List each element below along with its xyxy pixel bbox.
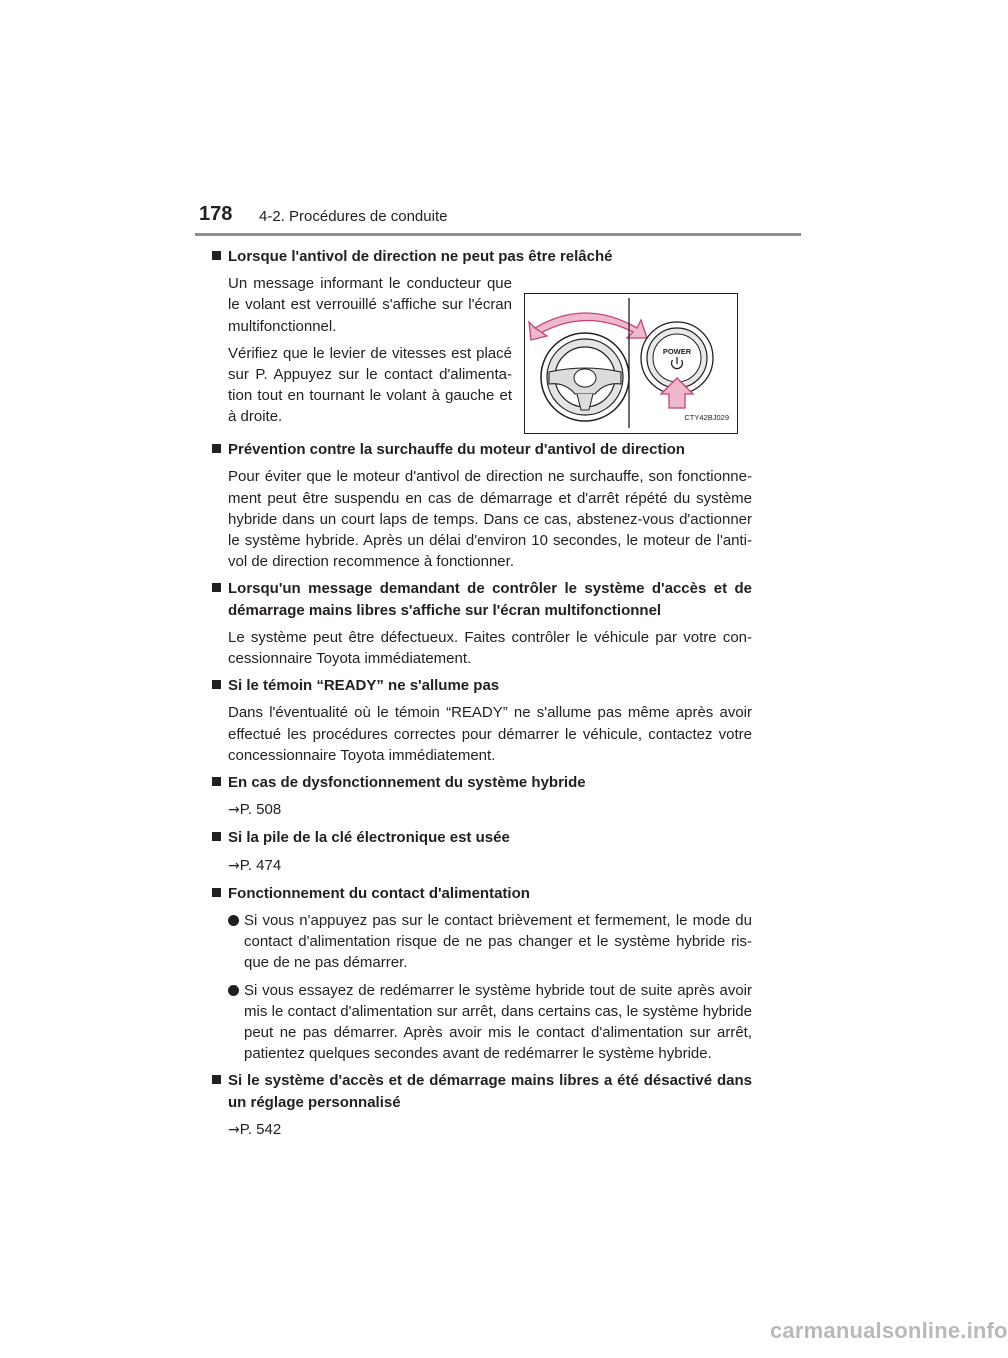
section-heading: Prévention contre la surchauffe du moteur d'antivol de direction xyxy=(212,439,752,460)
paragraph: Pour éviter que le moteur d'antivol de direction ne surchauffe, son fonctionne-ment peut être suspendu en cas de démarrage et d'arrêt répété du système hybride dans un court laps de temps. Dans ce cas, abstenez-vous d'actionner le système hybride. Après un délai d'environ 10 secondes, le moteur de l'anti-vol de direction recommence à fonctionner. xyxy=(228,468,752,571)
section-heading: Lorsque l'antivol de direction ne peut pas être relâché xyxy=(212,246,752,267)
section-heading: Si la pile de la clé électronique est usée xyxy=(212,827,752,848)
square-bullet-icon xyxy=(212,251,221,260)
section-heading: Lorsqu'un message demandant de contrôler le système d'accès et de démarrage mains libres s'affiche sur l'écran multifonctionnel xyxy=(212,578,752,620)
round-bullet-icon xyxy=(228,915,239,926)
page-number: 178 xyxy=(199,203,233,225)
paragraph: Dans l'éventualité où le témoin “READY” ne s'allume pas même après avoir effectué les procédures correctes pour démarrer le véhicule, contactez votre concessionnaire Toyota immédiatement. xyxy=(228,704,752,764)
square-bullet-icon xyxy=(212,777,221,786)
square-bullet-icon xyxy=(212,680,221,689)
paragraph: Vérifiez que le levier de vitesses est placé sur P. Appuyez sur le contact d'alimenta-tion tout en tournant le volant à gauche et à droite. xyxy=(228,344,512,426)
section-ready-light xyxy=(212,675,752,766)
steering-power-figure xyxy=(524,293,738,434)
section-power-switch xyxy=(212,883,752,1065)
header-rule xyxy=(195,233,801,236)
section-hybrid-malfunction xyxy=(212,772,752,821)
svg-text:POWER: POWER xyxy=(662,347,692,357)
page-reference: →P. 542 xyxy=(228,1120,282,1138)
page-header xyxy=(0,0,960,240)
paragraph: Le système peut être défectueux. Faites contrôler le véhicule par votre con-cessionnaire Toyota immédiatement. xyxy=(228,628,752,668)
list-item: Si vous n'appuyez pas sur le contact brièvement et fermement, le mode du contact d'alimentation risque de ne pas changer et le système hybride ris-que de ne pas démarrer. xyxy=(212,910,752,974)
section-smart-system-disabled xyxy=(212,1070,752,1141)
page-reference: →P. 474 xyxy=(228,856,282,874)
square-bullet-icon xyxy=(212,583,221,592)
section-heading: Fonctionnement du contact d'alimentation xyxy=(212,883,752,904)
section-heading: Si le système d'accès et de démarrage mains libres a été désactivé dans un réglage personnalisé xyxy=(212,1070,752,1112)
watermark: carmanualsonline.info xyxy=(770,1318,1008,1343)
section-steering-lock xyxy=(212,246,752,433)
square-bullet-icon xyxy=(212,1075,221,1084)
section-heading: En cas de dysfonctionnement du système hybride xyxy=(212,772,752,793)
arrow-right-icon: → xyxy=(228,802,240,819)
steering-wheel-icon xyxy=(541,333,629,421)
section-motor-overheat xyxy=(212,439,752,572)
figure-code: CTY42BJ029 xyxy=(684,413,729,422)
square-bullet-icon xyxy=(212,888,221,897)
page-reference: →P. 508 xyxy=(228,801,282,819)
paragraph: Un message informant le conducteur que le volant est verrouillé s'affiche sur l'écran multifonctionnel. xyxy=(228,275,512,335)
square-bullet-icon xyxy=(212,832,221,841)
round-bullet-icon xyxy=(228,985,239,996)
page-content xyxy=(212,246,752,1147)
list-item: Si vous essayez de redémarrer le système hybride tout de suite après avoir mis le contact d'alimentation sur arrêt, dans certains cas, le système hybride peut ne pas démarrer. Après avoir mis le contact d'alimentation sur arrêt, patientez quelques secondes avant de redémarrer le système hybride. xyxy=(212,980,752,1065)
arrow-right-icon: → xyxy=(228,1121,240,1138)
square-bullet-icon xyxy=(212,444,221,453)
section-title: 4-2. Procédures de conduite xyxy=(259,208,448,225)
arrow-right-icon: → xyxy=(228,857,240,874)
section-key-battery xyxy=(212,827,752,876)
section-heading: Si le témoin “READY” ne s'allume pas xyxy=(212,675,752,696)
section-check-message xyxy=(212,578,752,669)
